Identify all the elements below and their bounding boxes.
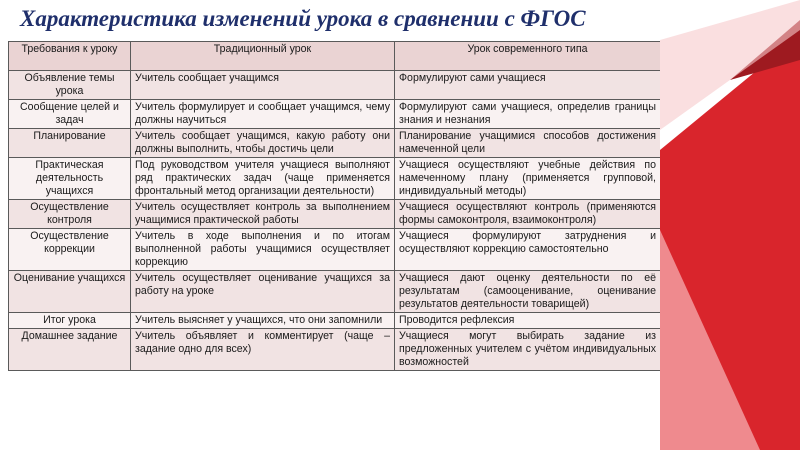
traditional-cell: Учитель осуществляет контроль за выполнением учащимися практической работы bbox=[131, 200, 395, 229]
traditional-cell: Учитель объявляет и комментирует (чаще – задание одно для всех) bbox=[131, 329, 395, 371]
header-traditional-lesson: Традиционный урок bbox=[131, 42, 395, 71]
requirement-cell: Объявление темы урока bbox=[9, 71, 131, 100]
requirement-cell: Планирование bbox=[9, 129, 131, 158]
table-row bbox=[9, 329, 661, 371]
slide-title: Характеристика изменений урока в сравнении с ФГОС bbox=[20, 6, 586, 31]
table-row bbox=[9, 229, 661, 271]
modern-cell: Планирование учащимися способов достижения намеченной цели bbox=[395, 129, 661, 158]
requirement-cell: Итог урока bbox=[9, 313, 131, 329]
header-requirements: Требования к уроку bbox=[9, 42, 131, 71]
traditional-cell: Учитель осуществляет оценивание учащихся за работу на уроке bbox=[131, 271, 395, 313]
table-row bbox=[9, 71, 661, 100]
table-row bbox=[9, 271, 661, 313]
traditional-cell: Учитель сообщает учащимся bbox=[131, 71, 395, 100]
modern-cell: Учащиеся могут выбирать задание из предложенных учителем с учётом индивидуальных возможностей bbox=[395, 329, 661, 371]
requirement-cell: Оценивание учащихся bbox=[9, 271, 131, 313]
table-row bbox=[9, 129, 661, 158]
modern-cell: Проводится рефлексия bbox=[395, 313, 661, 329]
traditional-cell: Учитель выясняет у учащихся, что они запомнили bbox=[131, 313, 395, 329]
table-header-row bbox=[9, 42, 661, 71]
modern-cell: Учащиеся дают оценку деятельности по её результатам (самооценивание, оценивание результатов деятельности товарищей) bbox=[395, 271, 661, 313]
requirement-cell: Практическая деятельность учащихся bbox=[9, 158, 131, 200]
traditional-cell: Учитель формулирует и сообщает учащимся, чему должны научиться bbox=[131, 100, 395, 129]
modern-cell: Учащиеся осуществляют учебные действия по намеченному плану (применяется групповой, индивидуальный методы) bbox=[395, 158, 661, 200]
requirement-cell: Осуществление контроля bbox=[9, 200, 131, 229]
requirement-cell: Осуществление коррекции bbox=[9, 229, 131, 271]
header-modern-lesson: Урок современного типа bbox=[395, 42, 661, 71]
table-row bbox=[9, 313, 661, 329]
traditional-cell: Учитель сообщает учащимся, какую работу они должны выполнить, чтобы достичь цели bbox=[131, 129, 395, 158]
modern-cell: Формулируют сами учащиеся bbox=[395, 71, 661, 100]
table-row bbox=[9, 158, 661, 200]
table-row bbox=[9, 200, 661, 229]
modern-cell: Учащиеся осуществляют контроль (применяются формы самоконтроля, взаимоконтроля) bbox=[395, 200, 661, 229]
comparison-table bbox=[8, 41, 660, 371]
modern-cell: Учащиеся формулируют затруднения и осуществляют коррекцию самостоятельно bbox=[395, 229, 661, 271]
traditional-cell: Под руководством учителя учащиеся выполняют ряд практических задач (чаще применяется фронтальный метод организации деятельности) bbox=[131, 158, 395, 200]
modern-cell: Формулируют сами учащиеся, определив границы знания и незнания bbox=[395, 100, 661, 129]
requirement-cell: Домашнее задание bbox=[9, 329, 131, 371]
table-row bbox=[9, 100, 661, 129]
requirement-cell: Сообщение целей и задач bbox=[9, 100, 131, 129]
traditional-cell: Учитель в ходе выполнения и по итогам выполненной работы учащимися осуществляет коррекцию bbox=[131, 229, 395, 271]
comparison-table-container bbox=[8, 41, 660, 450]
